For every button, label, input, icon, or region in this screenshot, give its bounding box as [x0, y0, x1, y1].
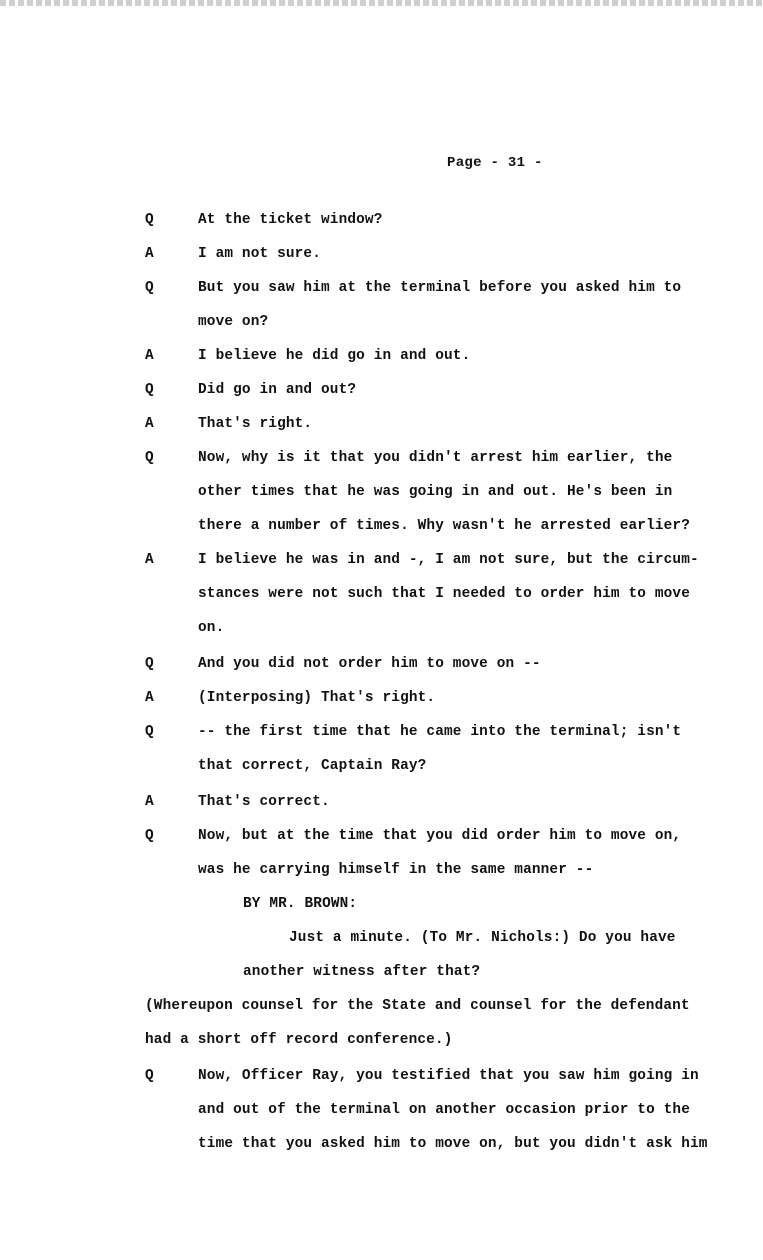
transcript-line: I believe he did go in and out. [198, 348, 471, 364]
speaker-q: Q [145, 724, 154, 740]
speaker-a: A [145, 416, 154, 432]
transcript-line: Now, why is it that you didn't arrest him earlier, the [198, 450, 673, 466]
transcript-line: on. [198, 620, 225, 636]
speaker-q: Q [145, 212, 154, 228]
transcript-line: Now, Officer Ray, you testified that you saw him going in [198, 1068, 699, 1084]
speaker-a: A [145, 552, 154, 568]
transcript-line: that correct, Captain Ray? [198, 758, 427, 774]
speaker-a: A [145, 348, 154, 364]
transcript-line: (Interposing) That's right. [198, 690, 436, 706]
transcript-line: other times that he was going in and out. He's been in [198, 484, 673, 500]
speaker-q: Q [145, 656, 154, 672]
speaker-q: Q [145, 450, 154, 466]
speaker-a: A [145, 690, 154, 706]
transcript-line: move on? [198, 314, 269, 330]
transcript-line: At the ticket window? [198, 212, 383, 228]
parenthetical-line: had a short off record conference.) [145, 1032, 453, 1048]
by-counsel-heading: BY MR. BROWN: [243, 896, 358, 912]
scan-edge-artifact [0, 0, 763, 6]
transcript-line: was he carrying himself in the same manner -- [198, 862, 594, 878]
transcript-line: That's right. [198, 416, 313, 432]
counsel-statement-line: Just a minute. (To Mr. Nichols:) Do you have [289, 930, 676, 946]
transcript-line: stances were not such that I needed to order him to move [198, 586, 691, 602]
counsel-statement-line: another witness after that? [243, 964, 481, 980]
transcript-line: And you did not order him to move on -- [198, 656, 541, 672]
transcript-line: But you saw him at the terminal before you asked him to [198, 280, 682, 296]
transcript-line: That's correct. [198, 794, 330, 810]
speaker-a: A [145, 246, 154, 262]
transcript-line: there a number of times. Why wasn't he arrested earlier? [198, 518, 691, 534]
transcript-line: and out of the terminal on another occasion prior to the [198, 1102, 691, 1118]
transcript-line: Did go in and out? [198, 382, 357, 398]
speaker-q: Q [145, 1068, 154, 1084]
speaker-q: Q [145, 280, 154, 296]
transcript-line: I believe he was in and -, I am not sure, but the circum- [198, 552, 699, 568]
transcript-line: -- the first time that he came into the terminal; isn't [198, 724, 682, 740]
page-number: Page - 31 - [447, 155, 543, 171]
speaker-q: Q [145, 382, 154, 398]
transcript-line: Now, but at the time that you did order him to move on, [198, 828, 682, 844]
transcript-line: I am not sure. [198, 246, 322, 262]
parenthetical-line: (Whereupon counsel for the State and counsel for the defendant [145, 998, 690, 1014]
speaker-a: A [145, 794, 154, 810]
speaker-q: Q [145, 828, 154, 844]
transcript-line: time that you asked him to move on, but you didn't ask him [198, 1136, 708, 1152]
